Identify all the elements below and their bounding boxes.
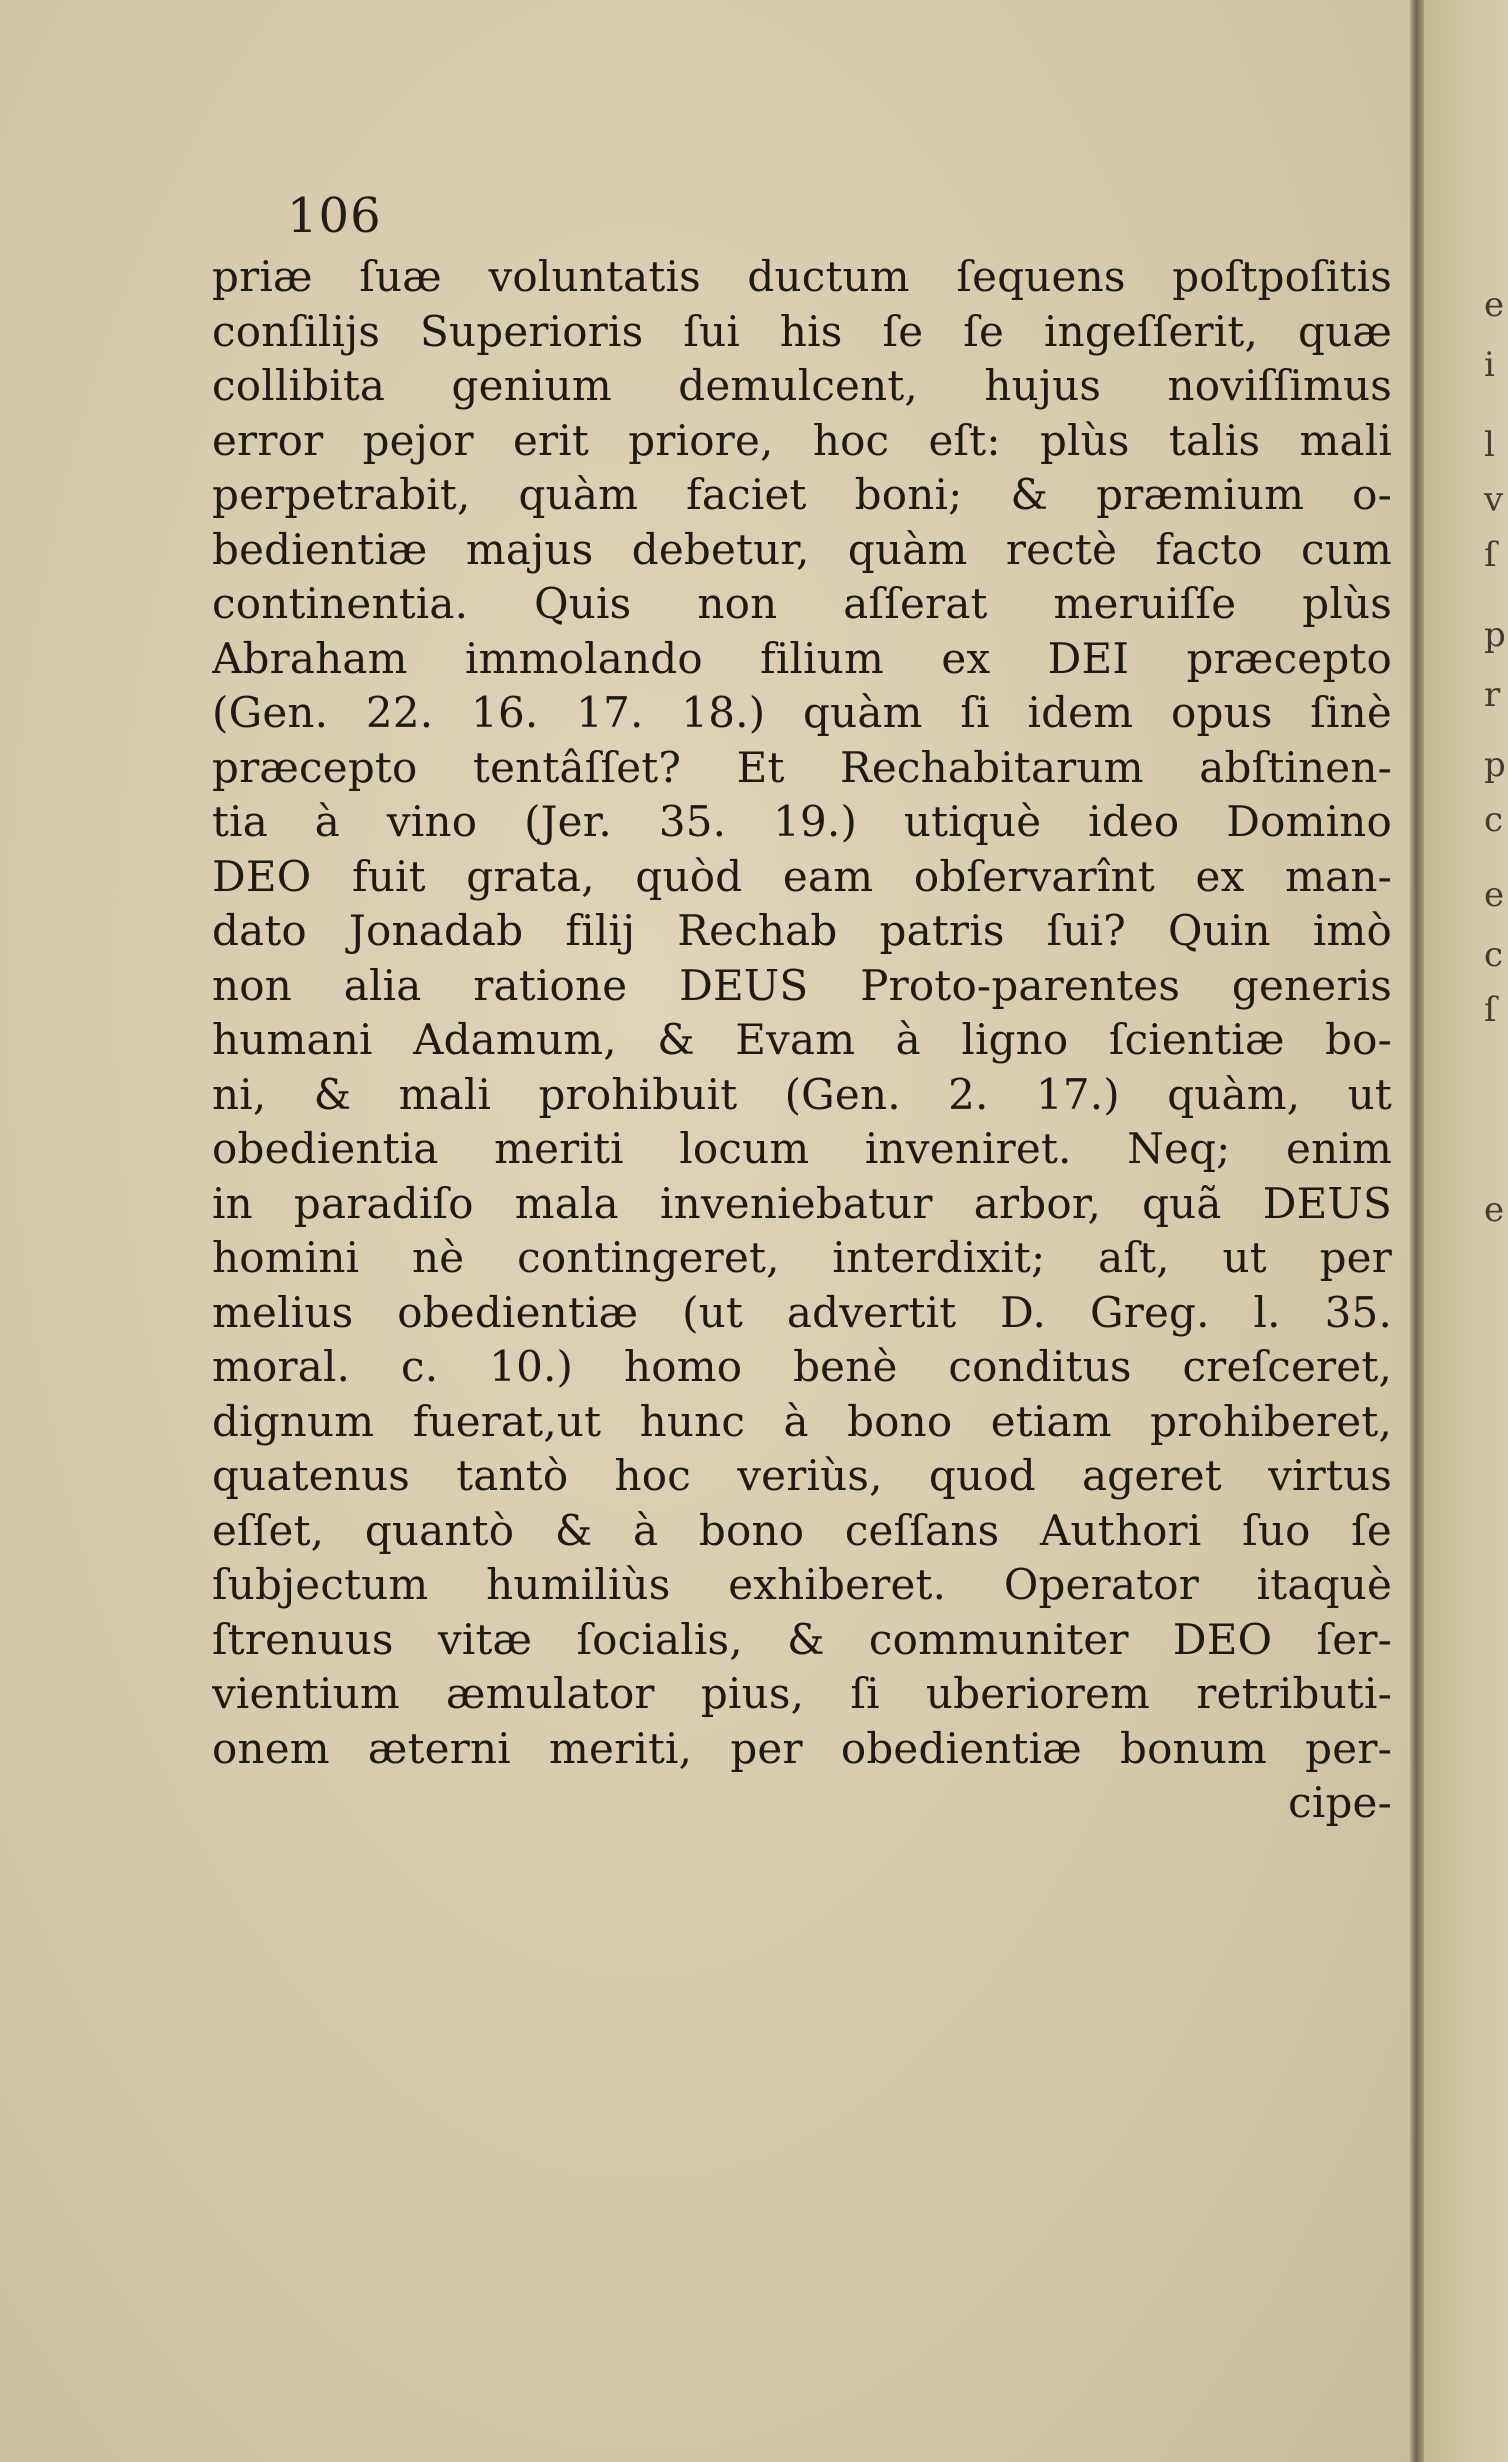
page-number: 106 <box>287 188 382 244</box>
adjacent-page-fragment: ſ <box>1484 990 1497 1030</box>
text-line: vientium æmulator pius, ſi uberiorem retributi- <box>212 1669 1392 1718</box>
text-line: continentia. Quis non aſſerat meruiſſe plùs <box>212 579 1392 628</box>
adjacent-page-fragment: p <box>1484 745 1506 785</box>
text-line: perpetrabit, quàm faciet boni; & præmium o- <box>212 470 1392 519</box>
text-line: error pejor erit priore, hoc eſt: plùs talis mali <box>212 415 1392 465</box>
text-line: (Gen. 22. 16. 17. 18.) quàm ſi idem opus ſinè <box>212 688 1392 737</box>
text-line: collibita genium demulcent, hujus noviſſimus <box>212 361 1392 410</box>
adjacent-page-fragment: c <box>1484 935 1504 975</box>
text-line: onem æterni meriti, per obedientiæ bonum per- <box>212 1723 1392 1773</box>
text-line: eſſet, quantò & à bono ceſſans Authori ſuo ſe <box>212 1505 1392 1555</box>
text-line: priæ ſuæ voluntatis ductum ſequens poſtpoſitis <box>212 252 1392 301</box>
adjacent-page-fragment: e <box>1484 875 1505 915</box>
text-line: moral. c. 10.) homo benè conditus creſceret, <box>212 1342 1392 1391</box>
text-line: homini nè contingeret, interdixit; aſt, ut per <box>212 1233 1392 1282</box>
text-line: bedientiæ majus debetur, quàm rectè facto cum <box>212 524 1392 574</box>
adjacent-page-edge <box>1424 0 1508 2462</box>
text-line: non alia ratione DEUS Proto-parentes generis <box>212 960 1392 1010</box>
body-text <box>212 250 1392 1831</box>
text-line: conſilijs Superioris ſui his ſe ſe ingeſſerit, quæ <box>212 306 1392 356</box>
text-line: ni, & mali prohibuit (Gen. 2. 17.) quàm, ut <box>212 1069 1392 1119</box>
book-gutter <box>1410 0 1424 2462</box>
text-line: dignum fuerat,ut hunc à bono etiam prohiberet, <box>212 1396 1392 1446</box>
text-line: Abraham immolando filium ex DEI præcepto <box>212 633 1392 683</box>
adjacent-page-fragment: ſ <box>1484 535 1497 575</box>
adjacent-page-fragment: c <box>1484 800 1504 840</box>
text-line: DEO fuit grata, quòd eam obſervarînt ex man- <box>212 851 1392 901</box>
text-line: præcepto tentâſſet? Et Rechabitarum abſtinen- <box>212 742 1392 792</box>
text-line: in paradiſo mala inveniebatur arbor, quã DEUS <box>212 1178 1392 1228</box>
text-line: ſtrenuus vitæ ſocialis, & communiter DEO ſer- <box>212 1614 1392 1664</box>
catchword: cipe- <box>1288 1778 1392 1827</box>
adjacent-page-fragment: e <box>1484 1190 1505 1230</box>
text-line: obedientia meriti locum inveniret. Neq; enim <box>212 1124 1392 1173</box>
adjacent-page-fragment: v <box>1484 480 1504 520</box>
text-line: quatenus tantò hoc veriùs, quod ageret virtus <box>212 1451 1392 1500</box>
adjacent-page-fragment: l <box>1484 425 1495 465</box>
adjacent-page-fragment: i <box>1484 345 1495 385</box>
text-line: ſubjectum humiliùs exhiberet. Operator itaquè <box>212 1560 1392 1609</box>
adjacent-page-fragment: r <box>1484 675 1501 715</box>
adjacent-page-fragment: p <box>1484 615 1506 655</box>
adjacent-page-fragment: e <box>1484 285 1505 325</box>
text-line: dato Jonadab filij Rechab patris ſui? Quin imò <box>212 906 1392 955</box>
text-line: humani Adamum, & Evam à ligno ſcientiæ bo- <box>212 1015 1392 1064</box>
text-line: melius obedientiæ (ut advertit D. Greg. l. 35. <box>212 1287 1392 1337</box>
text-line: tia à vino (Jer. 35. 19.) utiquè ideo Domino <box>212 797 1392 846</box>
